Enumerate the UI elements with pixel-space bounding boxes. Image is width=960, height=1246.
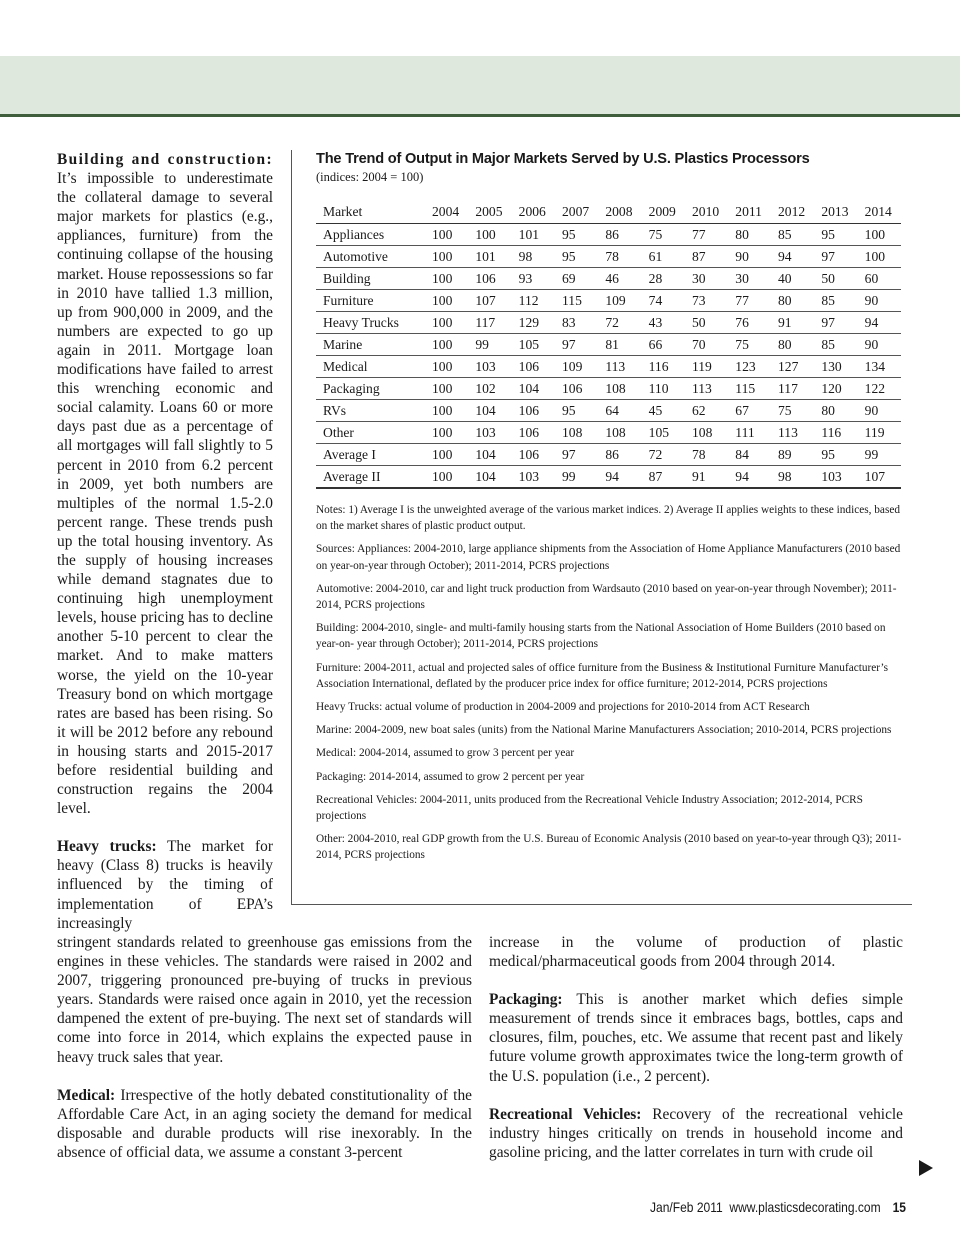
table-cell: 99 xyxy=(561,469,576,484)
page-footer xyxy=(643,1199,906,1215)
table-row xyxy=(316,466,901,489)
table-cell: 100 xyxy=(432,293,453,308)
table-cell: 101 xyxy=(518,227,540,242)
table-row xyxy=(316,268,901,290)
table-cell: 80 xyxy=(821,403,835,418)
table-row-label: Heavy Trucks xyxy=(323,315,399,330)
sidebar-note: Marine: 2004-2009, new boat sales (units) from the National Marine Manufacturers Association; 2010-2014, PCRS projections xyxy=(316,724,892,737)
table-cell: 100 xyxy=(864,249,886,264)
table-header-year: 2008 xyxy=(605,204,633,219)
table-row-label: Appliances xyxy=(323,227,385,242)
table-row xyxy=(316,312,901,334)
header-rule xyxy=(0,114,960,117)
sidebar-notes xyxy=(316,502,904,864)
table-cell: 95 xyxy=(821,447,835,462)
table-cell: 81 xyxy=(605,337,619,352)
table-cell: 97 xyxy=(821,315,835,330)
packaging-heading: Packaging: xyxy=(489,991,563,1009)
table-cell: 78 xyxy=(605,249,619,264)
table-row xyxy=(316,356,901,378)
table-cell: 94 xyxy=(864,315,879,330)
table-header-year: 2011 xyxy=(735,204,762,219)
output-table xyxy=(316,201,901,489)
table-cell: 97 xyxy=(561,337,576,352)
table-row-label: Building xyxy=(323,271,371,286)
table-cell: 90 xyxy=(864,293,879,308)
table-row-label: Medical xyxy=(323,359,368,374)
table-cell: 84 xyxy=(735,447,749,462)
table-cell: 103 xyxy=(518,469,540,484)
table-cell: 127 xyxy=(777,359,799,374)
table-cell: 72 xyxy=(605,315,619,330)
table-cell: 86 xyxy=(605,227,619,242)
table-header-year: 2013 xyxy=(821,204,849,219)
table-cell: 87 xyxy=(691,249,706,264)
table-cell: 75 xyxy=(777,403,792,418)
table-cell: 119 xyxy=(691,359,712,374)
sidebar-note: Recreational Vehicles: 2004-2011, units produced from the Recreational Vehicle Industry Association; 2012-2014, PCRS projections xyxy=(316,793,863,823)
table-cell: 97 xyxy=(561,447,576,462)
building-heading: Building and construction: xyxy=(57,151,273,168)
table-cell: 75 xyxy=(735,337,749,352)
page-number: 15 xyxy=(892,1199,906,1215)
table-row xyxy=(316,444,901,466)
table-cell: 70 xyxy=(691,337,706,352)
table-header-year: 2010 xyxy=(691,204,720,219)
medical-paragraph xyxy=(57,1086,472,1162)
table-cell: 60 xyxy=(864,271,879,286)
table-header-year: 2004 xyxy=(432,204,460,219)
table-row-label: RVs xyxy=(323,403,347,418)
table-cell: 104 xyxy=(475,403,496,418)
table-cell: 100 xyxy=(432,249,453,264)
table-cell: 66 xyxy=(648,337,663,352)
header-band xyxy=(0,56,960,114)
table-cell: 100 xyxy=(864,227,886,242)
table-cell: 95 xyxy=(561,249,576,264)
table-cell: 115 xyxy=(561,293,582,308)
table-cell: 90 xyxy=(864,337,879,352)
table-cell: 100 xyxy=(432,227,453,242)
packaging-text: This is another market which defies simple measurement of trends since it embraces bags, bottles, caps and closures, film, pouches, etc. We assume that recent past and likely future volume growth approximates twice the long-term growth of the U.S. population (i.e., 2 percent). xyxy=(489,991,903,1085)
table-cell: 100 xyxy=(432,271,453,286)
table-cell: 100 xyxy=(432,425,453,440)
sidebar-note: Furniture: 2004-2011, actual and projected sales of office furniture from the Business & Institutional Furniture Manufacturer’s Association International, deflated by the producer price index for office furniture; 2012-2014, PCRS projections xyxy=(316,661,889,690)
table-cell: 117 xyxy=(777,381,798,396)
table-cell: 113 xyxy=(777,425,798,440)
table-cell: 30 xyxy=(735,271,749,286)
table-cell: 46 xyxy=(605,271,619,286)
table-header-year: 2005 xyxy=(475,204,503,219)
table-cell: 110 xyxy=(648,381,669,396)
table-header-year: 2009 xyxy=(648,204,676,219)
table-cell: 106 xyxy=(518,447,540,462)
table-cell: 106 xyxy=(518,425,540,440)
table-cell: 98 xyxy=(777,469,792,484)
table-cell: 129 xyxy=(518,315,540,330)
table-cell: 105 xyxy=(648,425,670,440)
table-cell: 95 xyxy=(821,227,835,242)
footer-issue: Jan/Feb 2011 xyxy=(649,1199,723,1215)
table-cell: 109 xyxy=(561,359,583,374)
table-cell: 80 xyxy=(777,293,792,308)
table-cell: 64 xyxy=(605,403,619,418)
table-cell: 77 xyxy=(735,293,749,308)
table-cell: 85 xyxy=(821,337,835,352)
sidebar-note: Sources: Appliances: 2004-2010, large appliance shipments from the Association of Home Appliance Manufacturers (2010 based on year-on-year through October); 2011-2014, PCRS projections xyxy=(316,543,901,572)
table-cell: 77 xyxy=(691,227,706,242)
packaging-paragraph xyxy=(489,990,903,1085)
table-cell: 99 xyxy=(864,447,879,462)
table-cell: 91 xyxy=(777,315,792,330)
footer-site: www.plasticsdecorating.com xyxy=(729,1199,881,1215)
table-cell: 111 xyxy=(735,425,755,440)
building-paragraph xyxy=(57,150,273,818)
table-cell: 67 xyxy=(735,403,749,418)
sidebar-box xyxy=(291,150,912,905)
table-row xyxy=(316,378,901,400)
table-cell: 45 xyxy=(648,403,663,418)
table-cell: 104 xyxy=(518,381,540,396)
table-cell: 103 xyxy=(475,425,496,440)
table-row-label: Marine xyxy=(323,337,363,352)
sidebar-note: Packaging: 2014-2014, assumed to grow 2 percent per year xyxy=(316,770,585,783)
table-row xyxy=(316,422,901,444)
table-cell: 122 xyxy=(864,381,886,396)
table-cell: 100 xyxy=(432,359,453,374)
table-cell: 104 xyxy=(475,469,496,484)
trucks-paragraph xyxy=(57,837,273,932)
sidebar-note: Building: 2004-2010, single- and multi-family housing starts from the National Association of Home Builders (2010 based on year-on- year through October); 2011-2014, PCRS projections xyxy=(316,622,886,651)
rv-text: Recovery of the recreational vehicle industry hinges critically on trends in household income and gasoline pricing, and the latter correlates in turn with crude oil xyxy=(489,1105,904,1161)
table-cell: 50 xyxy=(821,271,835,286)
left-column xyxy=(57,150,273,933)
table-cell: 106 xyxy=(518,403,540,418)
table-cell: 97 xyxy=(821,249,835,264)
table-cell: 100 xyxy=(432,469,453,484)
table-cell: 100 xyxy=(432,337,453,352)
table-cell: 119 xyxy=(864,425,885,440)
table-row-label: Packaging xyxy=(323,381,380,396)
table-cell: 62 xyxy=(691,403,706,418)
sidebar-note: Other: 2004-2010, real GDP growth from the U.S. Bureau of Economic Analysis (2010 based on year-to-year through Q3); 2011-2014, PCRS projections xyxy=(316,833,902,862)
trucks-text-1: The market for heavy (Class 8) trucks is heavily influenced by the timing of implementation of EPA’s increasingly xyxy=(57,838,273,932)
medical-text: Irrespective of the hotly debated constitutionality of the Affordable Care Act, in an aging society the demand for medical disposable and durable products will rise inexorably. In the absence of official data, we assume a constant 3-percent xyxy=(57,1086,472,1161)
table-cell: 87 xyxy=(648,469,663,484)
table-cell: 78 xyxy=(691,447,706,462)
table-cell: 115 xyxy=(735,381,756,396)
table-cell: 113 xyxy=(691,381,712,396)
table-cell: 40 xyxy=(777,271,792,286)
table-cell: 106 xyxy=(561,381,583,396)
sidebar-note: Automotive: 2004-2010, car and light truck production from Wardsauto (2010 based on year-on-year through November); 2011-2014, PCRS projections xyxy=(316,582,897,612)
table-cell: 106 xyxy=(518,359,540,374)
sidebar-note: Heavy Trucks: actual volume of production in 2004-2009 and projections for 2010-2014 from ACT Research xyxy=(316,701,810,714)
bottom-left-column xyxy=(57,933,472,1162)
table-cell: 113 xyxy=(605,359,626,374)
table-row xyxy=(316,224,901,246)
table-cell: 109 xyxy=(605,293,626,308)
table-cell: 69 xyxy=(561,271,576,286)
table-row xyxy=(316,334,901,356)
table-header-year: 2012 xyxy=(777,204,806,219)
sidebar-note: Medical: 2004-2014, assumed to grow 3 percent per year xyxy=(316,747,575,760)
table-cell: 108 xyxy=(561,425,583,440)
trucks-continued: stringent standards related to greenhouse gas emissions from the engines in these vehicles. The standards were raised in 2002 and 2007, triggering pronounced pre-buying of trucks in previous years. Standards were raised once again in 2010, yet the recession dampened the extent of pre-buying. The next set of standards will come into force in 2014, which explains the expected pause in heavy truck sales that year. xyxy=(57,934,472,1066)
building-text: It’s impossible to underestimate the collateral damage to several major markets for plastics (e.g., appliances, furniture) from the continuing collapse of the housing market. House repossessions so far in 2010 have tallied 1.3 million, up from 900,000 in 2009, and the numbers are expected to go up again in 2011. Mortgage loan modifications have failed to arrest this wrenching economic and social calamity. Loans 60 or more days past due as a percentage of all mortgages will fall slightly to 5 percent in 2010 from 6.2 percent in 2009, yet both numbers are multiples of the normal 1.5-2.0 percent range. These trends push up the total housing inventory. As the supply of housing increases while demand stagnates due to continuing high unemployment levels, house pricing has to decline another 5-10 percent to clear the market. And to make matters worse, the yield on the 10-year Treasury bond on which mortgage rates are based has been rising. So it will be 2012 before any rebound in housing starts and 2015-2017 before residential building and construction regains the 2004 level. xyxy=(57,170,273,818)
table-row xyxy=(316,400,901,422)
table-cell: 107 xyxy=(475,293,496,308)
bottom-right-column xyxy=(489,933,903,1162)
table-cell: 43 xyxy=(648,315,663,330)
table-cell: 85 xyxy=(821,293,835,308)
table-cell: 72 xyxy=(648,447,663,462)
table-header-row xyxy=(316,201,901,224)
table-cell: 108 xyxy=(605,425,626,440)
rv-paragraph xyxy=(489,1105,903,1162)
table-cell: 95 xyxy=(561,227,576,242)
table-cell: 123 xyxy=(735,359,756,374)
table-cell: 73 xyxy=(691,293,706,308)
table-cell: 102 xyxy=(475,381,496,396)
table-cell: 76 xyxy=(735,315,749,330)
medical-heading: Medical: xyxy=(57,1086,116,1104)
table-cell: 86 xyxy=(605,447,619,462)
table-cell: 101 xyxy=(475,249,496,264)
table-cell: 94 xyxy=(605,469,619,484)
table-cell: 89 xyxy=(777,447,792,462)
table-cell: 116 xyxy=(648,359,669,374)
table-cell: 95 xyxy=(561,403,576,418)
table-cell: 85 xyxy=(777,227,792,242)
table-cell: 103 xyxy=(475,359,496,374)
table-cell: 90 xyxy=(735,249,749,264)
table-cell: 104 xyxy=(475,447,496,462)
table-row xyxy=(316,290,901,312)
table-cell: 83 xyxy=(561,315,576,330)
table-header-market: Market xyxy=(323,204,363,219)
table-cell: 93 xyxy=(518,271,533,286)
table-cell: 108 xyxy=(605,381,626,396)
trucks-heading: Heavy trucks: xyxy=(57,838,157,856)
rv-heading: Recreational Vehicles: xyxy=(489,1105,642,1123)
table-cell: 112 xyxy=(518,293,539,308)
table-cell: 116 xyxy=(821,425,842,440)
table-cell: 91 xyxy=(691,469,706,484)
table-cell: 90 xyxy=(864,403,879,418)
table-row-label: Automotive xyxy=(323,249,388,264)
table-cell: 98 xyxy=(518,249,533,264)
table-cell: 100 xyxy=(432,315,453,330)
table-cell: 105 xyxy=(518,337,540,352)
table-cell: 108 xyxy=(691,425,713,440)
table-cell: 99 xyxy=(475,337,489,352)
table-row-label: Average I xyxy=(323,447,376,462)
table-row xyxy=(316,246,901,268)
sidebar-subtitle: (indices: 2004 = 100) xyxy=(316,170,424,184)
table-header-year: 2014 xyxy=(864,204,892,219)
sidebar-note: Notes: 1) Average I is the unweighted average of the various market indices. 2) Average II applies weights to these indices, based on the market shares of plastic product output. xyxy=(316,504,901,533)
table-cell: 134 xyxy=(864,359,886,374)
table-cell: 61 xyxy=(648,249,663,264)
table-cell: 106 xyxy=(475,271,496,286)
table-cell: 80 xyxy=(777,337,792,352)
table-cell: 75 xyxy=(648,227,663,242)
medical-continued: increase in the volume of production of plastic medical/pharmaceutical goods from 2004 through 2014. xyxy=(489,934,903,971)
table-cell: 120 xyxy=(821,381,842,396)
table-cell: 100 xyxy=(475,227,496,242)
table-header-year: 2006 xyxy=(518,204,546,219)
table-row-label: Average II xyxy=(323,469,381,484)
table-cell: 100 xyxy=(432,447,453,462)
table-cell: 30 xyxy=(691,271,706,286)
table-cell: 94 xyxy=(735,469,749,484)
table-cell: 100 xyxy=(432,403,453,418)
table-row-label: Other xyxy=(323,425,354,440)
table-header-year: 2007 xyxy=(561,204,590,219)
table-cell: 100 xyxy=(432,381,453,396)
sidebar-title: The Trend of Output in Major Markets Served by U.S. Plastics Processors xyxy=(316,151,810,167)
table-cell: 74 xyxy=(648,293,663,308)
table-row-label: Furniture xyxy=(323,293,374,308)
table-cell: 28 xyxy=(648,271,663,286)
table-cell: 80 xyxy=(735,227,749,242)
table-cell: 94 xyxy=(777,249,792,264)
table-cell: 117 xyxy=(475,315,496,330)
continue-arrow-icon xyxy=(919,1160,933,1176)
table-cell: 103 xyxy=(821,469,842,484)
table-cell: 130 xyxy=(821,359,842,374)
table-cell: 50 xyxy=(691,315,706,330)
table-cell: 107 xyxy=(864,469,886,484)
